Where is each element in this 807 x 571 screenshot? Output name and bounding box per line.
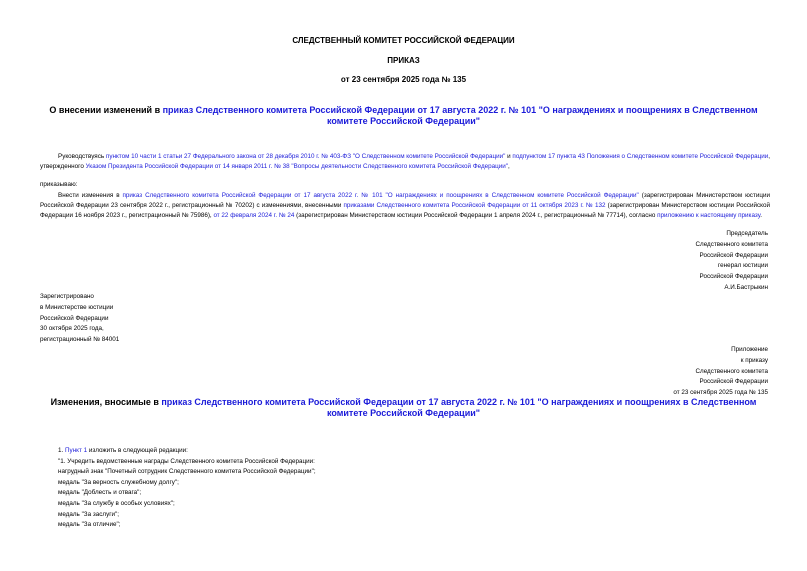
preamble-text-2: и (505, 153, 513, 160)
item-1-link[interactable]: Пункт 1 (65, 447, 88, 454)
signature-line: Следственного комитета (695, 240, 768, 248)
body-orders-132-link[interactable]: приказами Следственного комитета Российской Федерации от 11 октября 2023 г. № 132 (343, 202, 606, 209)
registration-line: в Министерстве юстиции (40, 303, 114, 311)
preamble-text-4: , (508, 163, 510, 170)
body-paragraph (40, 191, 770, 221)
body-text-1: Внести изменения в (58, 192, 123, 199)
title-order-link[interactable]: приказ Следственного комитета Российской Федерации от 17 августа 2022 г. № 101 "О награждениях и поощрениях в Следственном комитете Российской Федерации" (162, 105, 758, 126)
signature-line: генерал юстиции (718, 262, 768, 270)
org-name: СЛЕДСТВЕННЫЙ КОМИТЕТ РОССИЙСКОЙ ФЕДЕРАЦИИ (292, 36, 515, 45)
change-item-1: 1. Пункт 1 изложить в следующей редакции: (58, 447, 188, 454)
preamble-decree-link[interactable]: Указом Президента Российской Федерации от 14 января 2011 г. № 38 "Вопросы деятельности Следственного комитета Российской Федерации" (85, 163, 509, 170)
registration-line: Зарегистрировано (40, 293, 94, 300)
signature-line: А.И.Бастрыкин (724, 283, 768, 291)
document-title (40, 105, 767, 127)
title-prefix: О внесении изменений в (49, 105, 163, 115)
body-text-4: (зарегистрирован Министерством юстиции Российской Федерации 1 апреля 2024 г., регистрационный № 77714), согласно (294, 212, 658, 219)
registration-line: 30 октября 2025 года, (40, 325, 104, 333)
preamble-text-1: Руководствуясь (58, 153, 106, 160)
appendix-line: от 23 сентября 2025 года № 135 (673, 389, 768, 397)
changes-list (58, 446, 316, 531)
signature-line: Председатель (726, 230, 768, 237)
preamble-regulation-link[interactable]: подпунктом 17 пункта 43 Положения о Следственном комитете Российской Федерации (512, 153, 769, 160)
signature-block (695, 229, 768, 294)
change-line: медаль "За службу в особых условиях"; (58, 499, 175, 507)
appendix-reference (673, 345, 768, 399)
changes-title (40, 397, 767, 419)
body-order-24-link[interactable]: от 22 февраля 2024 г. № 24 (213, 212, 295, 219)
signature-line: Российской Федерации (699, 251, 768, 259)
body-order-link[interactable]: приказ Следственного комитета Российской Федерации от 17 августа 2022 г. № 101 "О награждениях и поощрениях в Следственном комитете Российской Федерации" (122, 192, 639, 199)
body-appendix-link[interactable]: приложению к настоящему приказу (657, 212, 761, 219)
doc-type: ПРИКАЗ (387, 56, 420, 65)
body-text-5: . (760, 212, 762, 219)
preamble-paragraph (40, 152, 770, 172)
change-line: медаль "За верность служебному долгу"; (58, 478, 179, 486)
signature-line: Российской Федерации (699, 273, 768, 281)
doc-date-number: от 23 сентября 2025 года № 135 (340, 75, 467, 84)
changes-title-prefix: Изменения, вносимые в (50, 397, 162, 407)
appendix-line: Приложение (731, 346, 768, 353)
body-text-3: (зарегистрирован Министерством юстиции Российской Федерации 16 ноября 2023 г., регистрационный № 75986), (40, 202, 771, 219)
order-word: приказываю: (40, 181, 78, 188)
change-line: медаль "Доблесть и отвага"; (58, 489, 142, 497)
registration-line: Российской Федерации (40, 314, 109, 322)
appendix-line: к приказу (740, 356, 768, 364)
changes-order-link[interactable]: приказ Следственного комитета Российской Федерации от 17 августа 2022 г. № 101 "О награждениях и поощрениях в Следственном комитете Российской Федерации" (161, 397, 757, 418)
appendix-line: Следственного комитета (695, 367, 768, 375)
change-line: нагрудный знак "Почетный сотрудник Следственного комитета Российской Федерации"; (58, 468, 316, 476)
change-line: медаль "За заслуги"; (58, 510, 120, 518)
registration-line: регистрационный № 84001 (40, 336, 120, 344)
appendix-line: Российской Федерации (699, 378, 768, 386)
body-text-2: (зарегистрирован Министерством юстиции Российской Федерации 23 сентября 2022 г., регистрационный № 70202) с изменениями, внесенными (40, 192, 770, 209)
preamble-text-3: , утвержденного (40, 153, 770, 170)
change-line: медаль "За отличие"; (58, 521, 121, 529)
change-line: "1. Учредить ведомственные награды Следственного комитета Российской Федерации: (58, 457, 315, 465)
preamble-law-link[interactable]: пунктом 10 части 1 статьи 27 Федерального закона от 28 декабря 2010 г. № 403-ФЗ "О Следственном комитете Российской Федерации" (105, 153, 506, 160)
registration-block (40, 292, 119, 346)
